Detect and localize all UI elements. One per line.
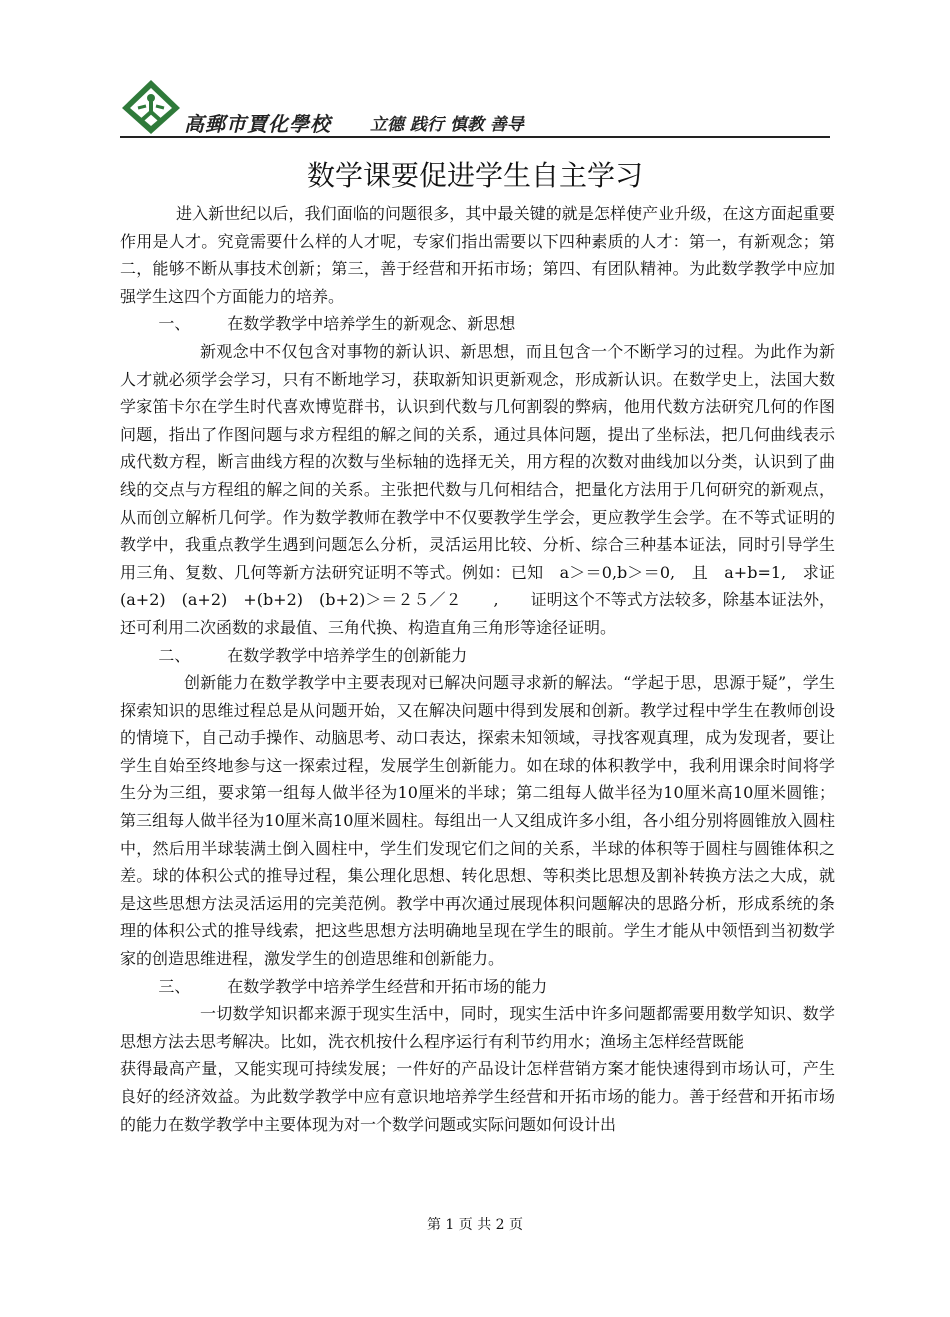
section-number: 三、 [158,976,191,996]
school-name: 高郵市賈化學校 [184,112,331,136]
school-logo-icon [120,78,182,136]
page-header [120,78,830,138]
section-heading-3 [120,973,835,1001]
section-heading-text: 在数学教学中培养学生的新观念、新思想 [227,314,516,334]
section-3-paragraph: 一切数学知识都来源于现实生活中，同时，现实生活中许多问题都需要用数学知识、数学思想方法去思考解决。比如，洗衣机按什么程序运行有利节约用水；渔场主怎样经营既能 [120,1004,835,1051]
page-number: 第 1 页 共 2 页 [426,1217,524,1233]
page-title: 数学课要促进学生自主学习 [306,159,643,192]
school-motto: 立德 践行 慎教 善导 [370,115,524,135]
intro-paragraph: 进入新世纪以后，我们面临的问题很多，其中最关键的就是怎样使产业升级，在这方面起重要作用是人才。究竟需要什么样的人才呢，专家们指出需要以下四种素质的人才：第一，有新观念；第二，能够不断从事技术创新；第三，善于经营和开拓市场；第四、有团队精神。为此数学教学中应加强学生这四个方面能力的培养。 [120,204,835,306]
section-heading-text: 在数学教学中培养学生经营和开拓市场的能力 [227,976,548,996]
section-1-paragraph: 新观念中不仅包含对事物的新认识、新思想，而且包含一个不断学习的过程。为此作为新人才就必须学会学习，只有不断地学习，获取新知识更新观念，形成新认识。在数学史上，法国大数学家笛卡尔在学生时代喜欢博览群书，认识到代数与几何割裂的弊病，他用代数方法研究几何的作图问题，指出了作图问题与求方程组的解之间的关系，通过具体问题，提出了坐标法，把几何曲线表示成代数方程，断言曲线方程的次数与坐标轴的选择无关，用方程的次数对曲线加以分类，认识到了曲线的交点与方程组的解之间的关系。主张把代数与几何相结合，把量化方法用于几何研究的新观点，从而创立解析几何学。作为数学教师在教学中不仅要教学生学会，更应教学生会学。在不等式证明的教学中，我重点教学生遇到问题怎么分析，灵活运用比较、分析、综合三种基本证法，同时引导学生用三角、复数、几何等新方法研究证明不等式。例如：已知 a＞＝0,b＞＝0, 且 a+b=1, 求证 (a+2) (a+2) +(b+2) (b+2)＞＝２５／２ , 证明这个不等式方法较多，除基本证法外，还可利用二次函数的求最值、三角代换、构造直角三角形等途径证明。 [120,341,868,637]
section-heading-text: 在数学教学中培养学生的创新能力 [227,645,468,665]
section-heading-2 [120,642,835,670]
section-number: 二、 [158,645,191,665]
section-3-paragraph-continued: 获得最高产量，又能实现可持续发展；一件好的产品设计怎样营销方案才能快速得到市场认可，产生良好的经济效益。为此数学教学中应有意识地培养学生经营和开拓市场的能力。善于经营和开拓市场的能力在数学教学中主要体现为对一个数学问题或实际问题如何设计出 [120,1059,835,1134]
document-body [120,200,868,1138]
section-number: 一、 [158,314,191,334]
header-divider [120,136,830,138]
section-2-paragraph: 创新能力在数学教学中主要表现对已解决问题寻求新的解法。“学起于思，思源于疑”，学生探索知识的思维过程总是从问题开始，又在解决问题中得到发展和创新。教学过程中学生在教师创设的情境下，自己动手操作、动脑思考、动口表达，探索未知领域，寻找客观真理，成为发现者，要让学生自始至终地参与这一探索过程，发展学生创新能力。如在球的体积教学中，我利用课余时间将学生分为三组，要求第一组每人做半径为10厘米的半球；第二组每人做半径为10厘米高10厘米圆锥；第三组每人做半径为10厘米高10厘米圆柱。每组出一人又组成许多小组，各小组分别将圆锥放入圆柱中，然后用半球装满土倒入圆柱中，学生们发现它们之间的关系，半球的体积等于圆柱与圆锥体积之差。球的体积公式的推导过程，集公理化思想、转化思想、等积类比思想及割补转换方法之大成，就是这些思想方法灵活运用的完美范例。教学中再次通过展现体积问题解决的思路分析，形成系统的条理的体积公式的推导线索，把这些思想方法明确地呈现在学生的眼前。学生才能从中领悟到当初数学家的创造思维进程，激发学生的创造思维和创新能力。 [120,673,835,969]
section-heading-1 [120,310,835,338]
